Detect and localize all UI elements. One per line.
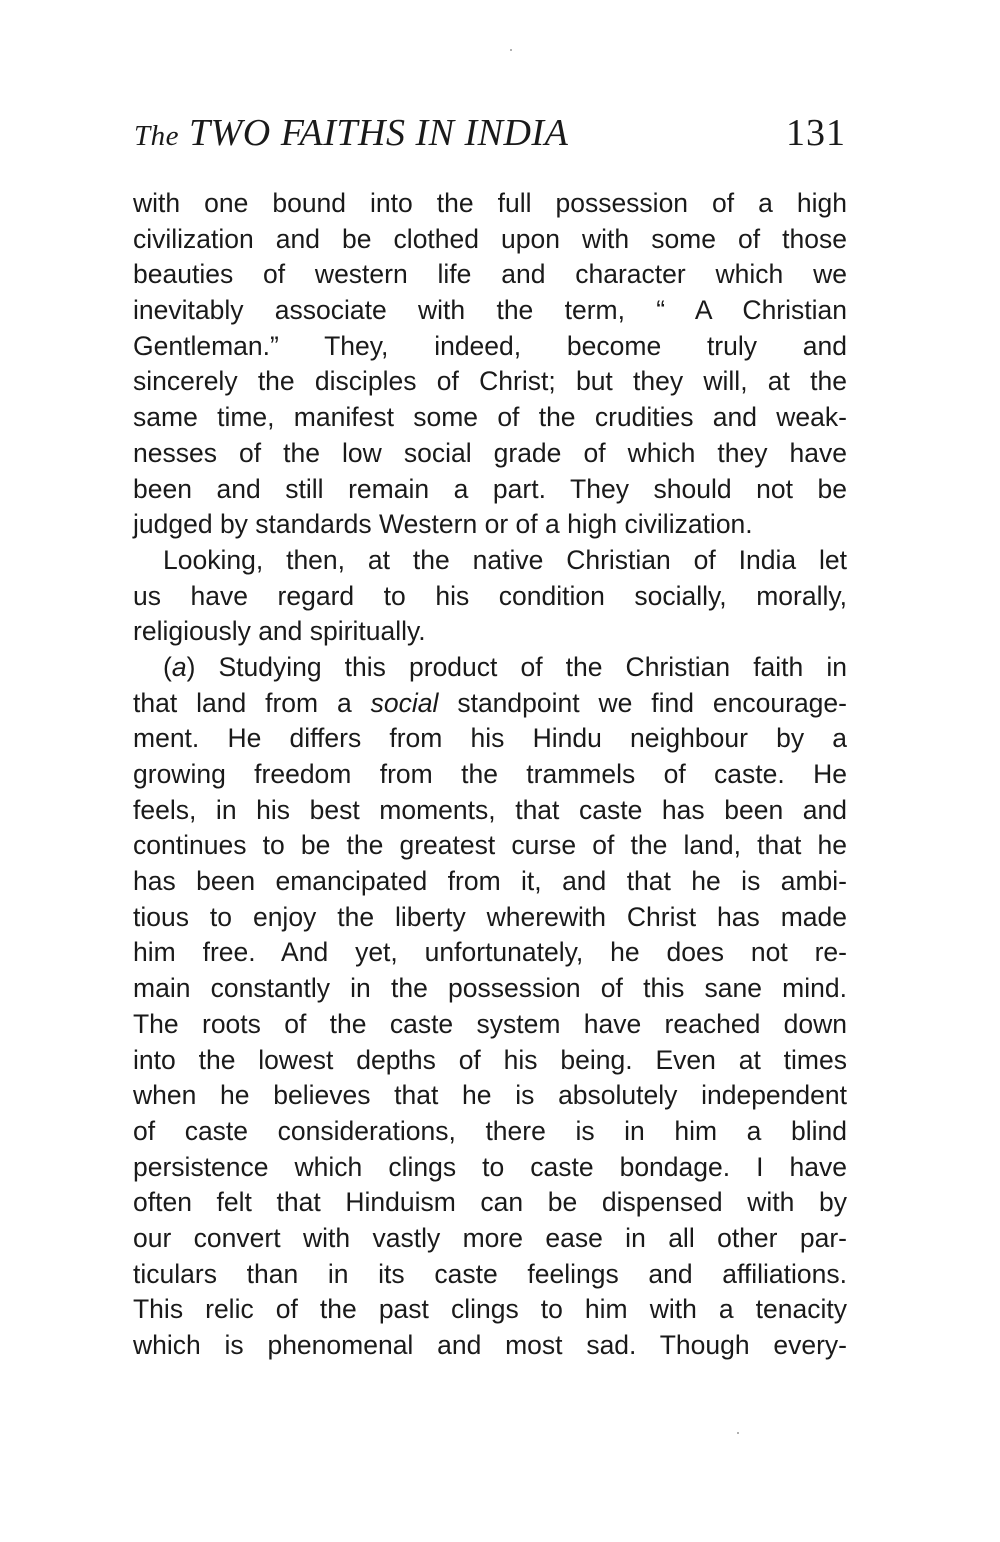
running-head <box>134 108 846 158</box>
text-line-with-marker <box>133 650 847 686</box>
text-line: The roots of the caste system have reached down <box>133 1008 847 1039</box>
text-line: which is phenomenal and most sad. Though every- <box>133 1330 847 1360</box>
text-line: our convert with vastly more ease in all other par- <box>133 1222 847 1253</box>
running-title-main: TWO FAITHS IN INDIA <box>189 112 569 154</box>
text-line: civilization and be clothed upon with some of those <box>133 223 847 254</box>
text-line: inevitably associate with the term, “ A Christian <box>133 295 847 326</box>
text-line: him free. And yet, unfortunately, he does not re- <box>133 937 847 968</box>
page-number: 131 <box>786 112 846 154</box>
text-line: been and still remain a part. They should not be <box>133 473 847 504</box>
text-line: beauties of western life and character which we <box>133 259 847 290</box>
text-line: ment. He differs from his Hindu neighbour by a <box>133 723 847 754</box>
text-line: Looking, then, at the native Christian of India let <box>163 544 847 575</box>
text-line: when he believes that he is absolutely independent <box>133 1080 847 1111</box>
text-line: persistence which clings to caste bondage. I have <box>133 1151 847 1182</box>
text-line: same time, manifest some of the crudities and weak- <box>133 402 847 433</box>
text-line: This relic of the past clings to him with a tenacity <box>133 1294 847 1325</box>
text-line: us have regard to his condition socially, morally, <box>133 580 847 611</box>
print-speck <box>737 1432 739 1434</box>
text-line: Gentleman.” They, indeed, become truly and <box>133 330 847 361</box>
text-line-with-italic <box>133 686 847 722</box>
text-line-part: that land from a <box>133 687 352 718</box>
text-line: sincerely the disciples of Christ; but they will, at the <box>133 366 847 397</box>
body-text <box>133 186 847 1364</box>
section-marker-letter: a <box>171 651 187 682</box>
text-line: has been emancipated from it, and that he is ambi- <box>133 866 847 897</box>
text-line: ticulars than in its caste feelings and affiliations. <box>133 1258 847 1289</box>
emphasis-social: social <box>370 687 439 718</box>
text-line: tious to enjoy the liberty wherewith Christ has made <box>133 901 847 932</box>
running-title <box>134 108 568 161</box>
text-line: with one bound into the full possession of a high <box>133 188 847 218</box>
text-line: feels, in his best moments, that caste has been and <box>133 794 847 825</box>
text-line: religiously and spiritually. <box>133 616 426 647</box>
text-line-part: standpoint we find encourage- <box>457 687 847 718</box>
section-marker-a: (a) <box>163 651 196 682</box>
print-speck <box>510 49 512 51</box>
text-line: main constantly in the possession of this sane mind. <box>133 973 847 1004</box>
text-line: continues to be the greatest curse of the land, that he <box>133 830 847 861</box>
text-line: nesses of the low social grade of which they have <box>133 437 847 468</box>
text-line: into the lowest depths of his being. Even at times <box>133 1044 847 1075</box>
text-line: often felt that Hinduism can be dispensed with by <box>133 1187 847 1218</box>
text-line: of caste considerations, there is in him a blind <box>133 1115 847 1146</box>
text-line-part: Studying this product of the Christian faith in <box>218 651 847 682</box>
running-title-the: The <box>134 120 179 152</box>
text-line: growing freedom from the trammels of caste. He <box>133 759 847 789</box>
text-line: judged by standards Western or of a high civilization. <box>133 509 753 540</box>
